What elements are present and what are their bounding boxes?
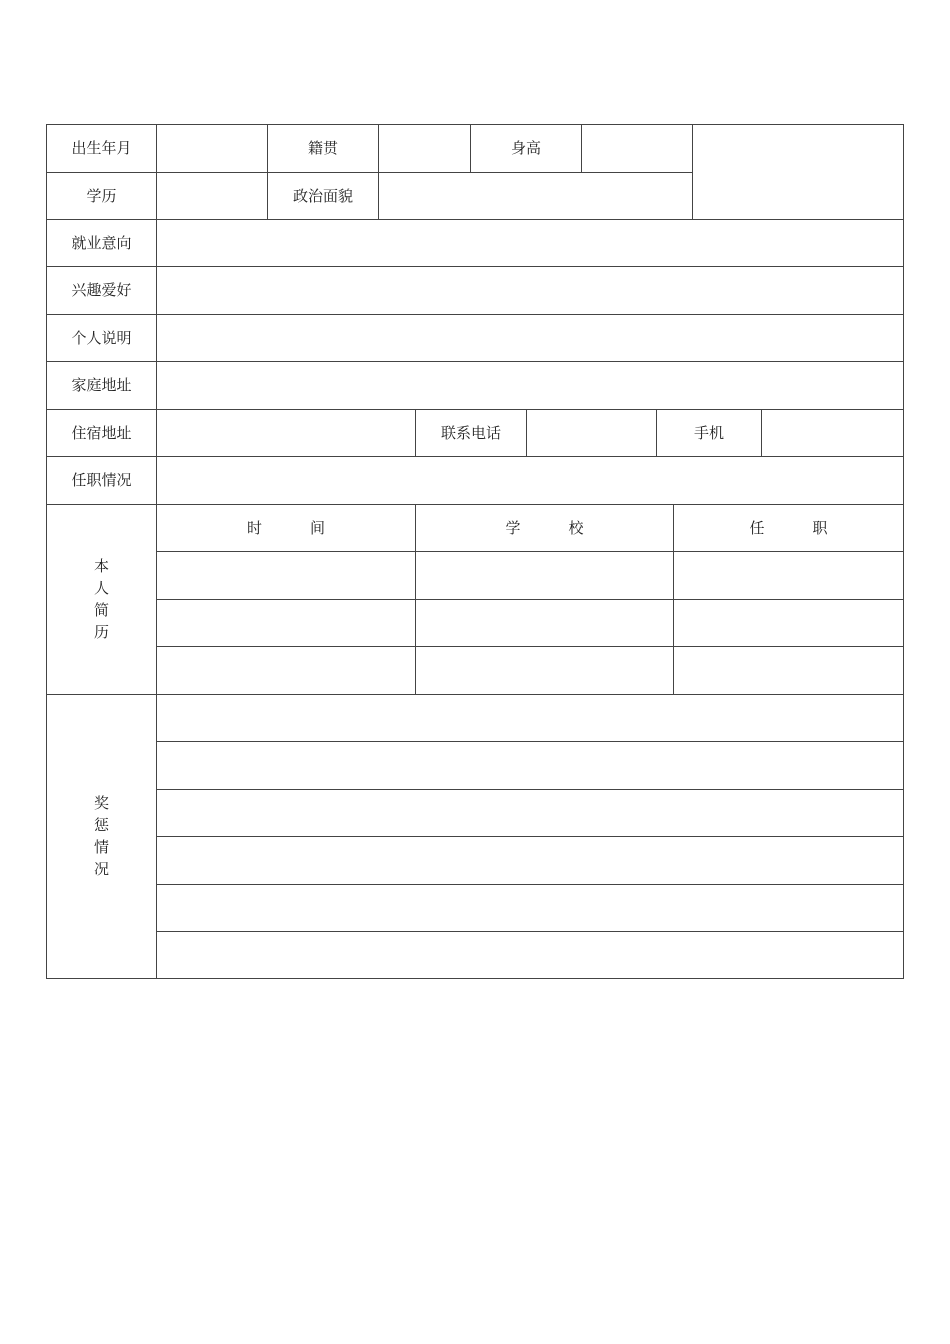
education-field[interactable]: [156, 172, 268, 220]
native-place-field[interactable]: [378, 124, 471, 173]
resume-row-1-position[interactable]: [673, 551, 904, 600]
political-status-field[interactable]: [378, 172, 693, 220]
mobile-label: 手机: [656, 409, 762, 457]
hobbies-field[interactable]: [156, 266, 904, 315]
career-intention-field[interactable]: [156, 219, 904, 267]
resume-header-time: [156, 504, 416, 552]
resume-row-3-time[interactable]: [156, 646, 416, 695]
resume-label-char: 简: [93, 601, 109, 619]
contact-phone-field[interactable]: [526, 409, 657, 457]
resume-label-char: 历: [93, 623, 109, 641]
contact-phone-label: 联系电话: [415, 409, 527, 457]
resume-row-2-time[interactable]: [156, 599, 416, 647]
resume-form: [46, 124, 904, 979]
resume-row-3-school[interactable]: [415, 646, 674, 695]
resume-row-2-school[interactable]: [415, 599, 674, 647]
awards-row-3[interactable]: [156, 789, 904, 837]
resume-header-time-char: 间: [310, 518, 326, 537]
hobbies-label: 兴趣爱好: [46, 266, 157, 315]
residence-address-label: 住宿地址: [46, 409, 157, 457]
political-status-label: 政治面貌: [267, 172, 379, 220]
height-field[interactable]: [581, 124, 693, 173]
awards-label-char: 况: [93, 860, 109, 878]
awards-label-char: 奖: [93, 794, 109, 812]
native-place-label: 籍贯: [267, 124, 379, 173]
resume-row-2-position[interactable]: [673, 599, 904, 647]
resume-label-char: 本: [93, 557, 109, 575]
education-label: 学历: [46, 172, 157, 220]
awards-row-6[interactable]: [156, 931, 904, 979]
home-address-field[interactable]: [156, 361, 904, 410]
awards-row-2[interactable]: [156, 741, 904, 790]
residence-address-field[interactable]: [156, 409, 416, 457]
photo-box[interactable]: [692, 124, 904, 220]
positions-held-label: 任职情况: [46, 456, 157, 505]
resume-header-position: [673, 504, 904, 552]
career-intention-label: 就业意向: [46, 219, 157, 267]
resume-header-school: [415, 504, 674, 552]
resume-row-3-position[interactable]: [673, 646, 904, 695]
resume-header-position-char: 任: [749, 518, 765, 537]
awards-row-4[interactable]: [156, 836, 904, 885]
resume-label-char: 人: [93, 579, 109, 597]
resume-row-1-time[interactable]: [156, 551, 416, 600]
personal-statement-label: 个人说明: [46, 314, 157, 362]
personal-statement-field[interactable]: [156, 314, 904, 362]
resume-header-position-char: 职: [812, 518, 828, 537]
height-label: 身高: [470, 124, 582, 173]
birth-field[interactable]: [156, 124, 268, 173]
resume-header-school-char: 校: [568, 518, 584, 537]
positions-held-field[interactable]: [156, 456, 904, 505]
awards-label-char: 惩: [93, 816, 109, 834]
resume-header-time-char: 时: [246, 518, 262, 537]
home-address-label: 家庭地址: [46, 361, 157, 410]
awards-row-1[interactable]: [156, 694, 904, 742]
awards-label-char: 情: [93, 838, 109, 856]
awards-section-label: [46, 694, 157, 979]
birth-label: 出生年月: [46, 124, 157, 173]
awards-row-5[interactable]: [156, 884, 904, 932]
resume-row-1-school[interactable]: [415, 551, 674, 600]
resume-section-label: [46, 504, 157, 695]
mobile-field[interactable]: [761, 409, 904, 457]
resume-header-school-char: 学: [505, 518, 521, 537]
